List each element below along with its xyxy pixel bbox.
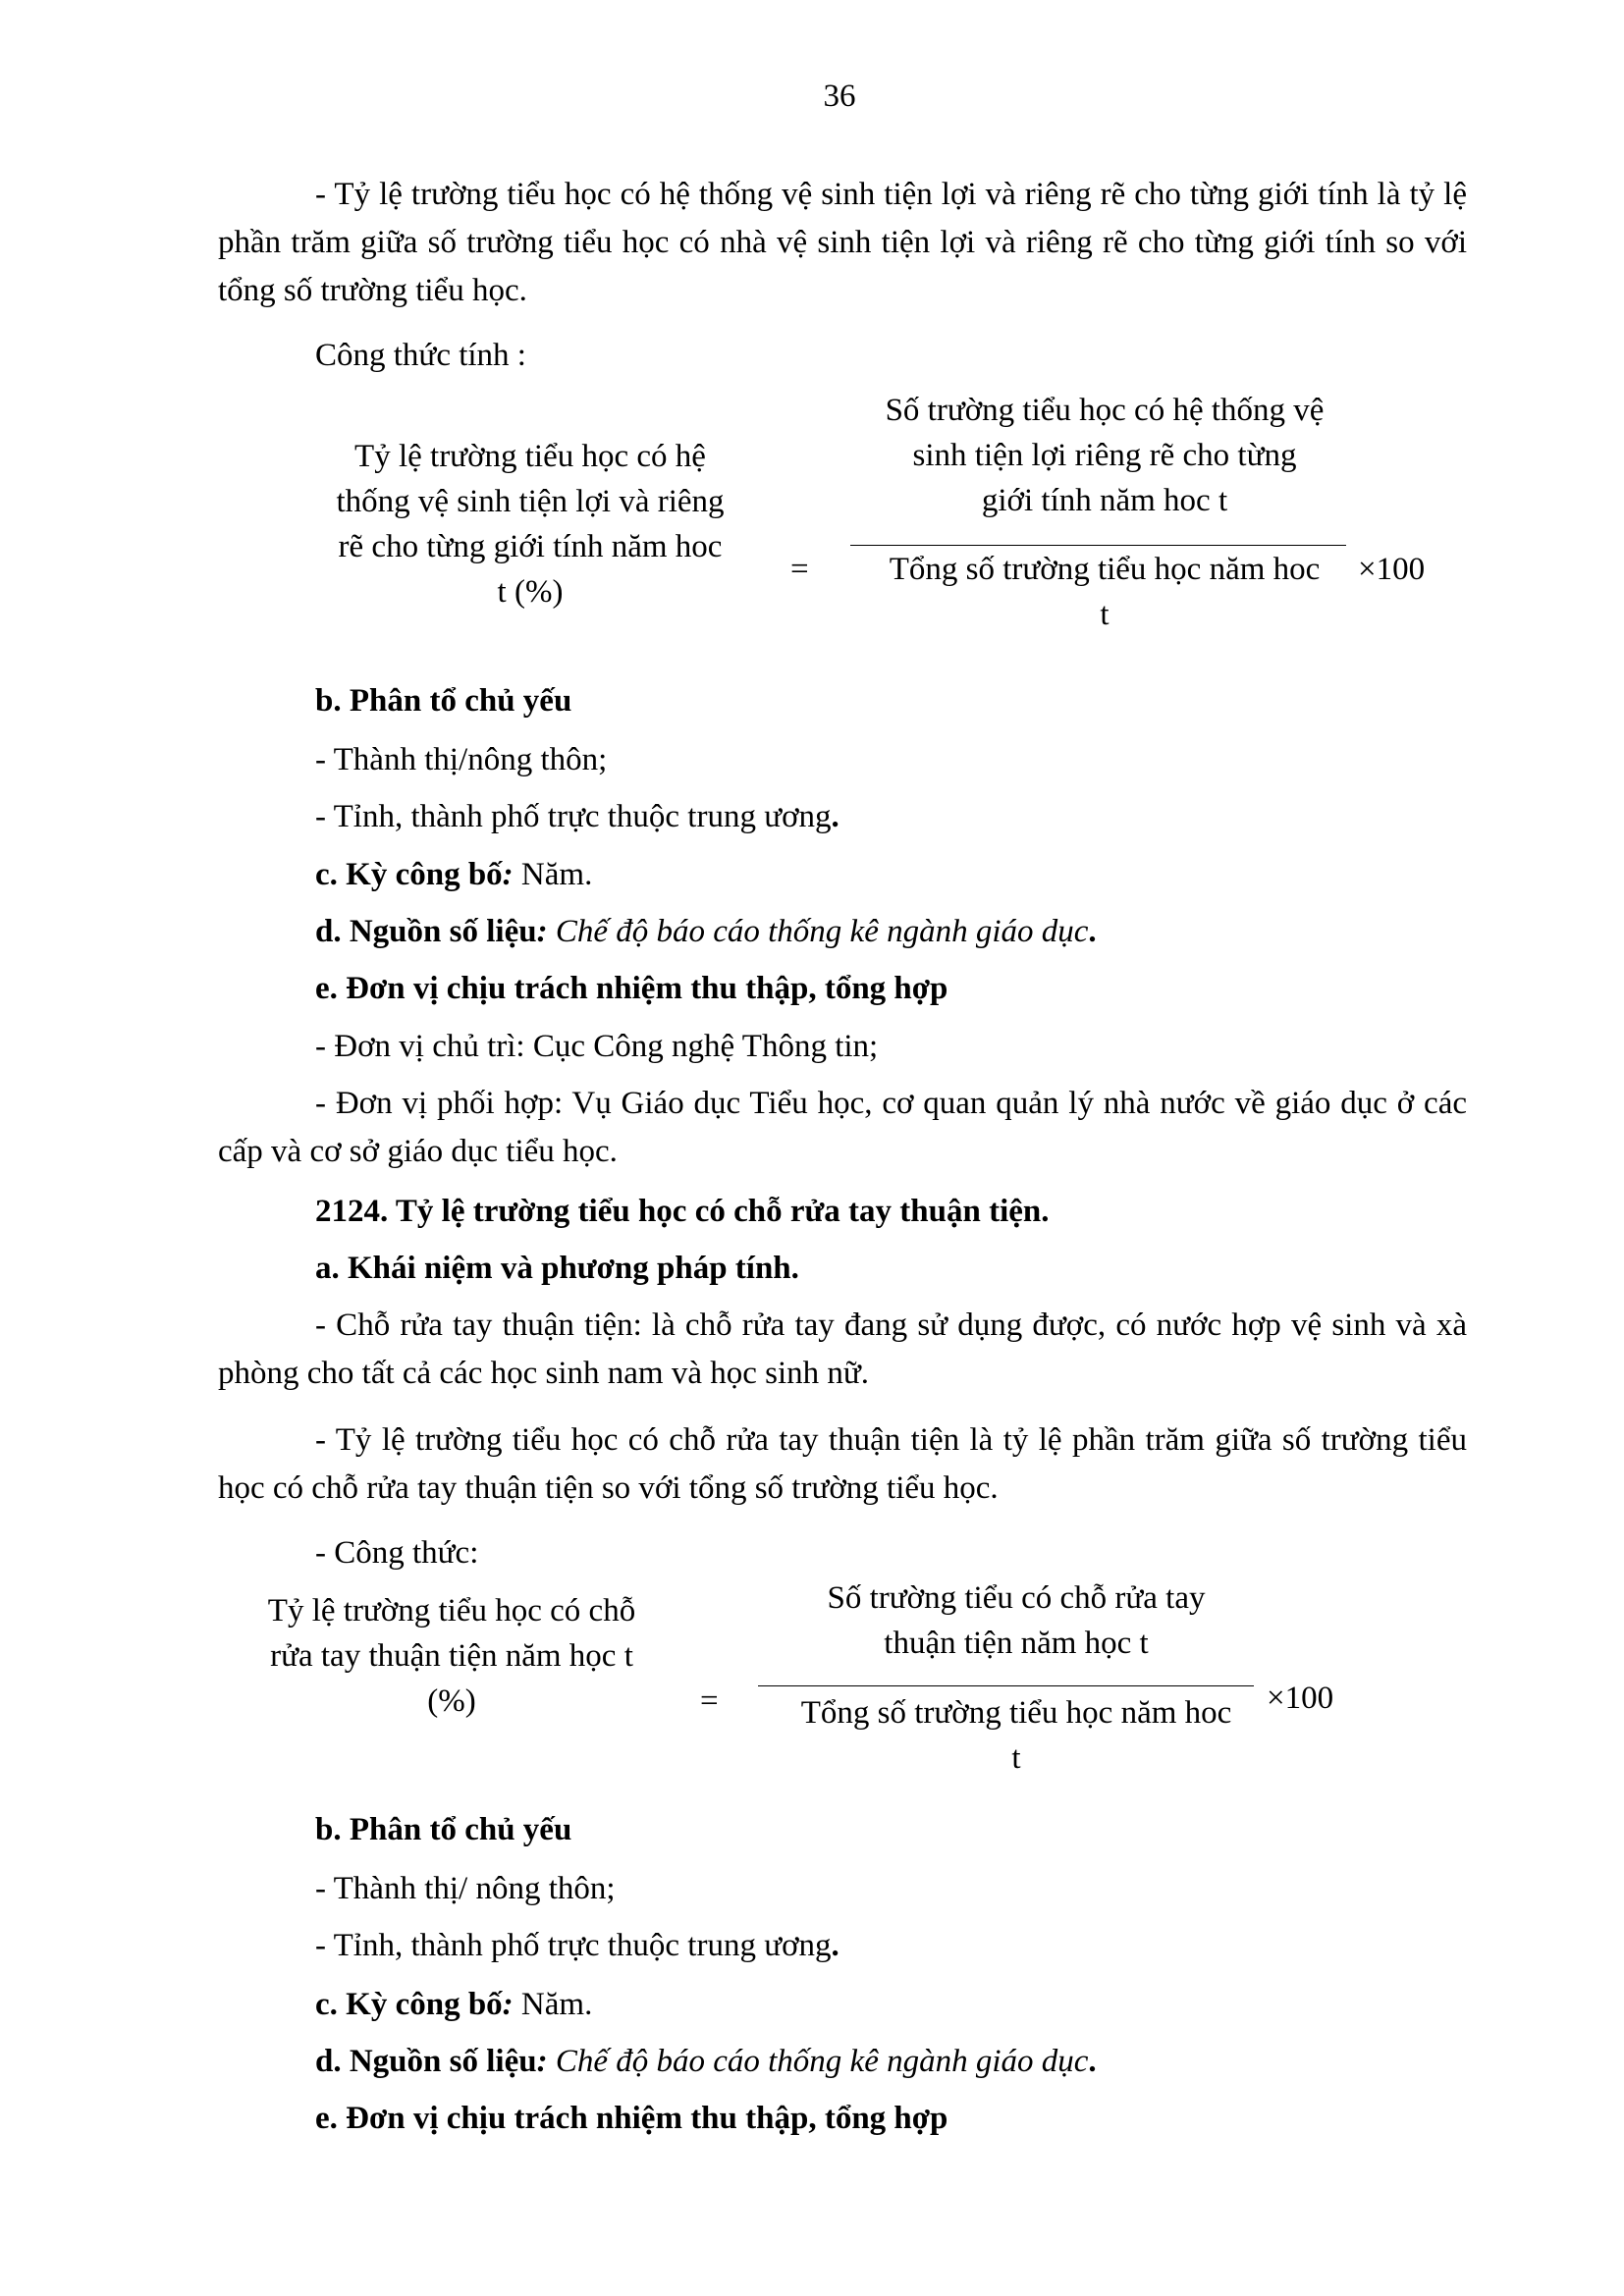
definition-paragraph: - Chỗ rửa tay thuận tiện: là chỗ rửa tay đang sử dụng được, có nước hợp vệ sinh và xà phòng cho tất cả các học sinh nam và học sinh nữ. xyxy=(218,1308,1467,1391)
list-item: - Tỉnh, thành phố trực thuộc trung ương. xyxy=(315,1928,839,1963)
page-number: 36 xyxy=(823,79,856,114)
formula-left-line: rẽ cho từng giới tính năm hoc xyxy=(338,529,723,564)
formula-left-line: (%) xyxy=(427,1683,476,1719)
section-d-label: d. Nguồn số liệu xyxy=(315,2044,537,2079)
section-a-heading: a. Khái niệm và phương pháp tính. xyxy=(315,1251,799,1286)
formula-label: Công thức tính : xyxy=(315,338,526,373)
formula-multiplier: ×100 xyxy=(1267,1681,1334,1716)
formula-denominator-line: t xyxy=(1011,1740,1021,1776)
section-c-value: Năm. xyxy=(513,1987,593,2022)
section-d-value: Chế độ báo cáo thống kê ngành giáo dục xyxy=(547,914,1089,949)
formula-left-side xyxy=(295,434,766,614)
formula-denominator-line: Tổng số trường tiểu học năm hoc xyxy=(889,552,1321,587)
list-item: - Đơn vị phối hợp: Vụ Giáo dục Tiểu học, cơ quan quản lý nhà nước về giáo dục ở các cấp và cơ sở giáo dục tiểu học. xyxy=(218,1086,1467,1169)
list-item: - Tỉnh, thành phố trực thuộc trung ương. xyxy=(315,799,839,834)
section-c-line: c. Kỳ công bố: Năm. xyxy=(315,857,593,892)
section-c-label: c. Kỳ công bố xyxy=(315,1987,503,2022)
section-d-label: d. Nguồn số liệu xyxy=(315,914,537,949)
formula-equals: = xyxy=(700,1683,719,1719)
section-e-heading: e. Đơn vị chịu trách nhiệm thu thập, tổng hợp xyxy=(315,971,948,1006)
fraction-bar xyxy=(758,1685,1254,1686)
formula-left-line: Tỷ lệ trường tiểu học có chỗ xyxy=(267,1593,636,1629)
section-c-value: Năm. xyxy=(513,857,593,892)
section-e-heading: e. Đơn vị chịu trách nhiệm thu thập, tổng hợp xyxy=(315,2101,948,2136)
formula-left-line: thống vệ sinh tiện lợi và riêng xyxy=(336,484,725,519)
formula-label: - Công thức: xyxy=(315,1535,479,1571)
formula-numerator xyxy=(844,388,1365,523)
formula-numerator xyxy=(756,1575,1276,1666)
section-d-value: Chế độ báo cáo thống kê ngành giáo dục xyxy=(547,2044,1089,2079)
formula-equals: = xyxy=(790,552,809,587)
section-d-line: d. Nguồn số liệu: Chế độ báo cáo thống kê ngành giáo dục. xyxy=(315,914,1097,949)
formula-numerator-line: Số trường tiểu có chỗ rửa tay xyxy=(827,1580,1206,1616)
formula-numerator-line: thuận tiện năm học t xyxy=(884,1626,1149,1661)
list-item: - Thành thị/nông thôn; xyxy=(315,742,608,777)
formula-left-side xyxy=(216,1588,687,1724)
section-b-heading: b. Phân tổ chủ yếu xyxy=(315,1812,572,1847)
section-b-heading: b. Phân tổ chủ yếu xyxy=(315,683,572,719)
formula-numerator-line: giới tính năm hoc t xyxy=(981,483,1228,518)
formula-denominator-line: t xyxy=(1100,597,1110,632)
section-d-line: d. Nguồn số liệu: Chế độ báo cáo thống kê ngành giáo dục. xyxy=(315,2044,1097,2079)
formula-denominator xyxy=(756,1690,1276,1781)
list-item: - Đơn vị chủ trì: Cục Công nghệ Thông tin; xyxy=(315,1029,879,1064)
definition-paragraph: - Tỷ lệ trường tiểu học có hệ thống vệ sinh tiện lợi và riêng rẽ cho từng giới tính là tỷ lệ phần trăm giữa số trường tiểu học có nhà vệ sinh tiện lợi và riêng rẽ cho từng giới tính so với tổng số trường tiểu học. xyxy=(218,177,1467,308)
formula-numerator-line: sinh tiện lợi riêng rẽ cho từng xyxy=(912,438,1297,473)
formula-left-line: t (%) xyxy=(497,574,564,610)
formula-denominator-line: Tổng số trường tiểu học năm hoc xyxy=(800,1695,1232,1731)
formula-multiplier: ×100 xyxy=(1358,552,1426,587)
section-c-label: c. Kỳ công bố xyxy=(315,857,503,892)
formula-numerator-line: Số trường tiểu học có hệ thống vệ xyxy=(885,393,1325,428)
fraction-bar xyxy=(850,545,1346,546)
section-title: 2124. Tỷ lệ trường tiểu học có chỗ rửa tay thuận tiện. xyxy=(315,1194,1050,1229)
formula-left-line: Tỷ lệ trường tiểu học có hệ xyxy=(354,439,706,474)
section-c-line: c. Kỳ công bố: Năm. xyxy=(315,1987,593,2022)
formula-left-line: rửa tay thuận tiện năm học t xyxy=(270,1638,633,1674)
formula-denominator xyxy=(844,547,1365,637)
list-item: - Thành thị/ nông thôn; xyxy=(315,1871,616,1906)
definition-paragraph: - Tỷ lệ trường tiểu học có chỗ rửa tay thuận tiện là tỷ lệ phần trăm giữa số trường tiểu học có chỗ rửa tay thuận tiện so với tổng số trường tiểu học. xyxy=(218,1422,1467,1506)
